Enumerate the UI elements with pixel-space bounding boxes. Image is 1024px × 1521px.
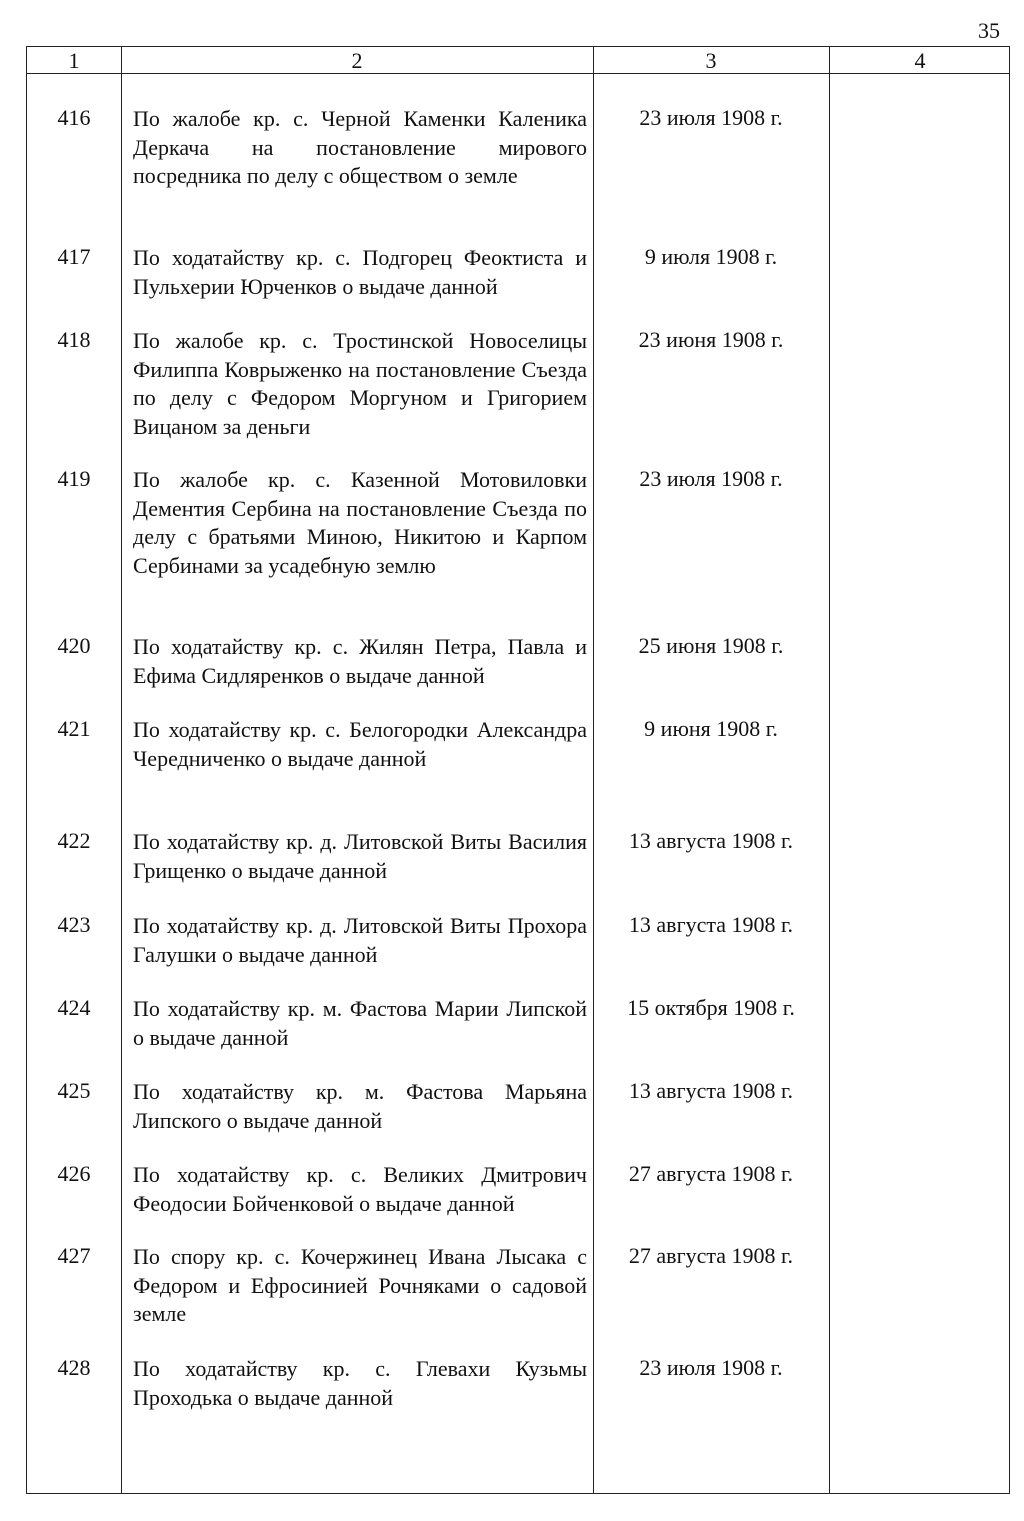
row-number: 426	[57, 1161, 91, 1186]
row-description: По ходатайству кр. с. Подгорец Феоктиста и Пульхерии Юрченков о выдаче данной	[133, 245, 587, 299]
row-number: 425	[57, 1078, 91, 1103]
row-description: По ходатайству кр. с. Жилян Петра, Павла и Ефима Сидляренков о выдаче данной	[133, 634, 587, 688]
row-date: 25 июня 1908 г.	[638, 633, 784, 658]
row-description: По жалобе кр. с. Черной Каменки Каленика Деркача на постановление мирового посредника по делу с обществом о земле	[133, 106, 587, 188]
row-description: По ходатайству кр. д. Литовской Виты Прохора Галушки о выдаче данной	[133, 913, 587, 967]
row-number: 422	[57, 828, 91, 853]
page-number: 35	[978, 18, 1000, 43]
header-col-1: 1	[68, 48, 80, 73]
row-number: 416	[57, 105, 91, 130]
row-description: По ходатайству кр. м. Фастова Марьяна Липского о выдаче данной	[133, 1079, 587, 1133]
row-date: 23 июля 1908 г.	[639, 1355, 783, 1380]
row-description: По ходатайству кр. д. Литовской Виты Василия Грищенко о выдаче данной	[133, 829, 587, 883]
row-number: 423	[57, 912, 91, 937]
row-description: По ходатайству кр. с. Великих Дмитрович Феодосии Бойченковой о выдаче данной	[133, 1162, 587, 1216]
row-number: 418	[57, 327, 91, 352]
row-date: 27 августа 1908 г.	[628, 1243, 794, 1268]
row-description: По спору кр. с. Кочержинец Ивана Лысака с Федором и Ефросинией Рочняками о садовой земле	[133, 1244, 587, 1326]
row-description: По жалобе кр. с. Тростинской Новоселицы Филиппа Коврыженко на постановление Съезда по делу с Федором Моргуном и Григорием Вицаном за деньги	[133, 328, 587, 439]
row-date: 27 августа 1908 г.	[628, 1161, 794, 1186]
row-date: 15 октября 1908 г.	[627, 995, 795, 1020]
column-divider	[121, 47, 122, 1493]
header-col-2: 2	[351, 48, 363, 73]
row-number: 428	[57, 1355, 91, 1380]
column-divider	[829, 47, 830, 1493]
row-date: 13 августа 1908 г.	[628, 828, 794, 853]
row-description: По жалобе кр. с. Казенной Мотовиловки Дементия Сербина на постановление Съезда по делу с братьями Миною, Никитою и Карпом Сербинами за усадебную землю	[133, 467, 587, 578]
row-description: По ходатайству кр. с. Белогородки Александра Чередниченко о выдаче данной	[133, 717, 587, 771]
table-header	[27, 47, 1009, 74]
row-date: 9 июля 1908 г.	[644, 244, 778, 269]
row-number: 421	[57, 716, 91, 741]
row-number: 420	[57, 633, 91, 658]
row-date: 23 июня 1908 г.	[638, 327, 784, 352]
row-description: По ходатайству кр. м. Фастова Марии Липской о выдаче данной	[133, 996, 587, 1050]
row-date: 9 июня 1908 г.	[644, 716, 778, 741]
header-col-4: 4	[914, 48, 926, 73]
register-table	[26, 46, 1010, 1494]
row-number: 419	[57, 466, 91, 491]
row-description: По ходатайству кр. с. Глевахи Кузьмы Проходька о выдаче данной	[133, 1356, 587, 1410]
row-date: 13 августа 1908 г.	[628, 1078, 794, 1103]
row-number: 424	[57, 995, 91, 1020]
row-number: 427	[57, 1243, 91, 1268]
header-col-3: 3	[705, 48, 717, 73]
row-date: 13 августа 1908 г.	[628, 912, 794, 937]
row-date: 23 июля 1908 г.	[639, 466, 783, 491]
row-date: 23 июля 1908 г.	[639, 105, 783, 130]
row-number: 417	[57, 244, 91, 269]
